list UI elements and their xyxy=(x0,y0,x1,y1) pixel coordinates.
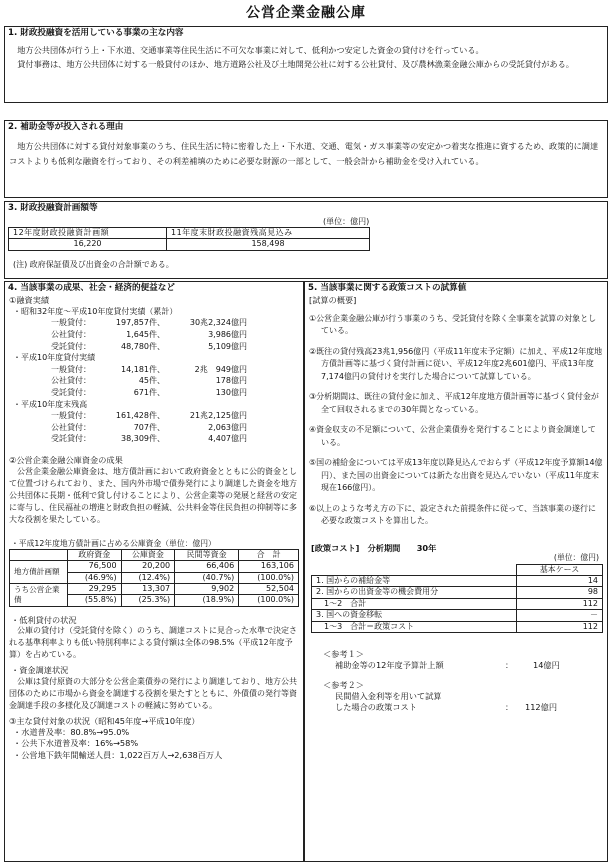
cost-item-label: 2. 国からの出資金等の機会費用分 xyxy=(312,587,517,598)
debt-cell: 52,504 xyxy=(239,583,299,594)
reference-2-label-1: 民間借入金利等を用いて試算 xyxy=(335,690,442,701)
cost-item-value: 98 xyxy=(517,587,603,598)
reference-1-label: 補助金等の12年度予算計上額 xyxy=(335,659,444,670)
cost-item-value: 112 xyxy=(517,621,603,632)
cost-item-label: 1～3 合計＝政策コスト xyxy=(312,621,517,632)
cost-item-label: 1. 国からの補給金等 xyxy=(312,576,517,587)
loan-result-row xyxy=(13,364,303,376)
debt-table-header xyxy=(10,549,68,560)
debt-row-label: うち公営企業債 xyxy=(10,583,68,606)
debt-cell: 163,106 xyxy=(239,561,299,572)
debt-cell: 13,307 xyxy=(121,583,175,594)
target-item-1: ・水道普及率：80.8%→95.0% xyxy=(13,726,130,737)
table-row xyxy=(10,583,299,594)
loan-type: 受託貸付： xyxy=(51,341,91,351)
debt-table-header: 政府資金 xyxy=(68,549,122,560)
loan-result-row xyxy=(13,422,303,434)
loan-amount: 130億円 xyxy=(215,387,247,397)
loan-count: 197,857件、 xyxy=(115,318,165,328)
section-3-unit: (単位：億円) xyxy=(323,217,370,226)
reference-2-value: 112億円 xyxy=(525,701,558,712)
financing-plan-table xyxy=(8,227,370,251)
debt-cell: 29,295 xyxy=(68,583,122,594)
overview-item-5: ⑤国の補給金については平成13年度以降見込んでおらず（平成12年度予算額14億円）、また国の出資金については新たな出資を見込んでいない（平成11年度末現在166億円）。 xyxy=(309,458,603,493)
loan-count: 671件、 xyxy=(133,387,165,397)
reference-2-title: ＜参考２＞ xyxy=(323,680,364,691)
cost-item-value: 112 xyxy=(517,598,603,609)
loan-result-row xyxy=(13,410,303,422)
loan-results-heading: ①融資実績 xyxy=(9,295,50,306)
overview-item-6: ⑥以上のような考え方の下に、設定された前提条件に従って、当該事業の遂行に必要な政策コストを算出した。 xyxy=(309,503,597,526)
table-row xyxy=(312,621,603,632)
loan-type: 公社貸付： xyxy=(51,422,91,432)
section-4 xyxy=(4,281,304,862)
loan-type: 公社貸付： xyxy=(51,376,91,386)
debt-plan-table-title: ・平成12年度地方債計画に占める公庫資金（単位：億円） xyxy=(11,538,216,548)
loan-type: 受託貸付： xyxy=(51,434,91,444)
loan-type: 公社貸付： xyxy=(51,330,91,340)
section-4-heading: 4. 当該事業の成果、社会・経済的便益など xyxy=(8,283,175,293)
overview-item-1: ①公営企業金融公庫が行う事業のうち、受託貸付を除く全事業を試算の対象としている。 xyxy=(309,313,597,336)
table-row xyxy=(312,576,603,587)
reference-1-title: ＜参考１＞ xyxy=(323,648,364,659)
low-rate-paragraph: 公庫の貸付け（受託貸付を除く）のうち、調達コストに見合った水準で決定される基準利率よりも低い特別利率による貸付額は全体の98.5%（平成12年度予算）を占めている。 xyxy=(9,626,297,660)
estimate-overview-list xyxy=(305,312,607,531)
reference-2-label-2: した場合の政策コスト xyxy=(335,701,417,712)
table-row xyxy=(10,561,299,572)
loan-result-row xyxy=(13,433,303,445)
cumulative-results xyxy=(5,306,303,445)
target-item-3: ・公営地下鉄年間輸送人員：1,022百万人→2,638百万人 xyxy=(13,749,223,760)
loan-count: 48,780件、 xyxy=(121,341,165,351)
loan-result-row xyxy=(13,329,303,341)
debt-plan-table xyxy=(9,549,299,607)
loan-amount: 2兆 949億円 xyxy=(194,364,247,374)
debt-table-header: 公庫資金 xyxy=(121,549,175,560)
section-2 xyxy=(4,120,608,198)
loan-count: 161,428件、 xyxy=(115,411,165,421)
fy10-balance-title: ・平成10年度末残高 xyxy=(13,399,88,409)
low-rate-title: ・低利貸付の状況 xyxy=(11,614,77,625)
debt-cell: 9,902 xyxy=(175,583,239,594)
policy-cost-unit: (単位：億円) xyxy=(553,553,599,563)
debt-cell: (25.3%) xyxy=(121,595,175,606)
overview-item-2: ②既往の貸付残高23兆1,956億円（平成11年度末予定額）に加え、平成12年度地方債計画等に基づく貸付計画に従い、平成12年度2兆601億円、平成13年度7,174億円の貸付けを実行した場合について試算している。 xyxy=(309,346,603,381)
debt-cell: (18.9%) xyxy=(175,595,239,606)
policy-cost-table xyxy=(311,564,603,633)
loan-count: 14,181件、 xyxy=(121,364,165,374)
cost-item-value: 14 xyxy=(517,576,603,587)
table-row xyxy=(312,587,603,598)
overview-item-4: ④資金収支の不足額について、公営企業債券を発行することにより資金調達している。 xyxy=(309,425,596,447)
debt-row-label: 地方債計画額 xyxy=(10,561,68,584)
overview-item-3: ③分析期間は、既往の貸付金に加え、平成12年度地方債計画等に基づく貸付金が全て回収されるまでの30年間となっている。 xyxy=(309,392,599,414)
reference-1 xyxy=(305,649,607,670)
section-3-heading: 3. 財政投融資計画額等 xyxy=(8,203,98,213)
loan-count: 707件、 xyxy=(133,422,165,432)
cost-item-label: 1～2 合計 xyxy=(312,598,517,609)
fund-results-paragraph: 公営企業金融公庫資金は、地方債計画において政府資金とともに公的資金として位置づけられており、また、国内外市場で債券発行により調達した資金を地方公共団体に長期・低利で貸し付けることにより、公営企業等の発展と経営の安定に寄与し、住民福祉の増進と財政負担の軽減、公共料金等住民負担の抑制等に多大な役割を果たしている。 xyxy=(9,466,297,525)
col-plan-amount: 12年度財政投融資計画額 xyxy=(9,228,167,239)
fy10-balance-rows xyxy=(13,410,303,445)
debt-cell: (55.8%) xyxy=(68,595,122,606)
section-5-heading: 5. 当該事業に関する政策コストの試算値 xyxy=(308,283,467,293)
table-row xyxy=(312,610,603,621)
cumulative-results-rows xyxy=(13,317,303,352)
funding-title: ・資金調達状況 xyxy=(11,665,69,676)
debt-table-header: 合 計 xyxy=(239,549,299,560)
cumulative-results-title: ・昭和32年度～平成10年度貸付実績（累計） xyxy=(13,306,178,316)
debt-cell: (12.4%) xyxy=(121,572,175,583)
cost-item-label: 3. 国への資金移転 xyxy=(312,610,517,621)
section-2-heading: 2. 補助金等が投入される理由 xyxy=(8,122,124,132)
balance-estimate-value: 158,498 xyxy=(167,239,370,250)
loan-result-row xyxy=(13,341,303,353)
loan-amount: 30兆2,324億円 xyxy=(189,318,247,328)
debt-cell: (100.0%) xyxy=(239,572,299,583)
debt-cell: (46.9%) xyxy=(68,572,122,583)
debt-cell: 66,406 xyxy=(175,561,239,572)
policy-cost-title: [政策コスト] 分析期間 30年 xyxy=(311,542,437,553)
loan-count: 1,645件、 xyxy=(126,330,165,340)
base-case-header: 基本ケース xyxy=(517,564,603,575)
section-5 xyxy=(304,281,608,862)
loan-type: 一般貸付： xyxy=(51,318,91,328)
section-3-note: (注) 政府保証債及び出資金の合計額である。 xyxy=(13,260,174,269)
fund-results-heading: ②公営企業金融公庫資金の成果 xyxy=(9,454,123,465)
debt-table-header: 民間等資金 xyxy=(175,549,239,560)
section-2-paragraph: 地方公共団体に対する貸付対象事業のうち、住民生活に特に密着した上・下水道、交通、電気・ガス事業等の安定かつ着実な推進に資するため、政策的に調達コストよりも低利な融資を行っており、その利差補填のために必要な財源の一部として、一般会計から補助金を受け入れている。 xyxy=(9,141,599,167)
reference-2-separator: ： xyxy=(505,701,514,712)
funding-paragraph: 公庫は貸付原資の大部分を公営企業債券の発行により調達しており、地方公共団体のために市場から資金を調達する役割を果たすとともに、外債債の発行等資金調達手段の多様化及び調達コストの軽減に努めている。 xyxy=(9,677,297,711)
plan-amount-value: 16,220 xyxy=(9,239,167,250)
loan-amount: 4,407億円 xyxy=(208,434,247,444)
reference-2 xyxy=(305,680,607,712)
loan-type: 一般貸付： xyxy=(51,364,91,374)
loan-amount: 5,109億円 xyxy=(208,341,247,351)
section-1-heading: 1. 財政投融資を活用している事業の主な内容 xyxy=(8,28,184,38)
target-item-2: ・公共下水道普及率：16%→58% xyxy=(13,738,139,749)
debt-cell: 20,200 xyxy=(121,561,175,572)
debt-cell: (40.7%) xyxy=(175,572,239,583)
reference-1-separator: ： xyxy=(505,659,514,670)
cost-table-corner xyxy=(312,564,517,575)
loan-count: 45件、 xyxy=(138,376,165,386)
loan-result-row xyxy=(13,317,303,329)
loan-amount: 3,986億円 xyxy=(208,330,247,340)
estimate-overview-heading: [試算の概要] xyxy=(309,295,357,306)
debt-cell: 76,500 xyxy=(68,561,122,572)
section-1-paragraph-1: 地方公共団体が行う上・下水道、交通事業等住民生活に不可欠な事業に対して、低利かつ安定した資金の貸付けを行っている。 xyxy=(17,45,484,56)
section-1 xyxy=(4,26,608,103)
loan-result-row xyxy=(13,375,303,387)
target-status-heading: ③主な貸付対象の状況（昭和45年度→平成10年度） xyxy=(9,716,200,727)
loan-result-row xyxy=(13,387,303,399)
loan-type: 一般貸付： xyxy=(51,411,91,421)
loan-amount: 21兆2,125億円 xyxy=(189,411,247,421)
cost-item-value: － xyxy=(517,610,603,621)
reference-1-value: 14億円 xyxy=(533,659,560,670)
page-title: 公営企業金融公庫 xyxy=(246,5,366,21)
loan-amount: 2,063億円 xyxy=(208,422,247,432)
table-row xyxy=(312,598,603,609)
col-balance-estimate: 11年度末財政投融資残高見込み xyxy=(167,228,370,239)
section-1-paragraph-2: 貸付事務は、地方公共団体に対する一般貸付のほか、地方道路公社及び土地開発公社に対する公社貸付、及び農林漁業金融公庫からの受託貸付がある。 xyxy=(17,59,574,70)
loan-amount: 178億円 xyxy=(215,376,247,386)
section-3 xyxy=(4,201,608,279)
loan-count: 38,309件、 xyxy=(121,434,165,444)
loan-type: 受託貸付： xyxy=(51,387,91,397)
fy10-results-rows xyxy=(13,364,303,399)
fy10-results-title: ・平成10年度貸付実績 xyxy=(13,353,96,363)
debt-cell: (100.0%) xyxy=(239,595,299,606)
